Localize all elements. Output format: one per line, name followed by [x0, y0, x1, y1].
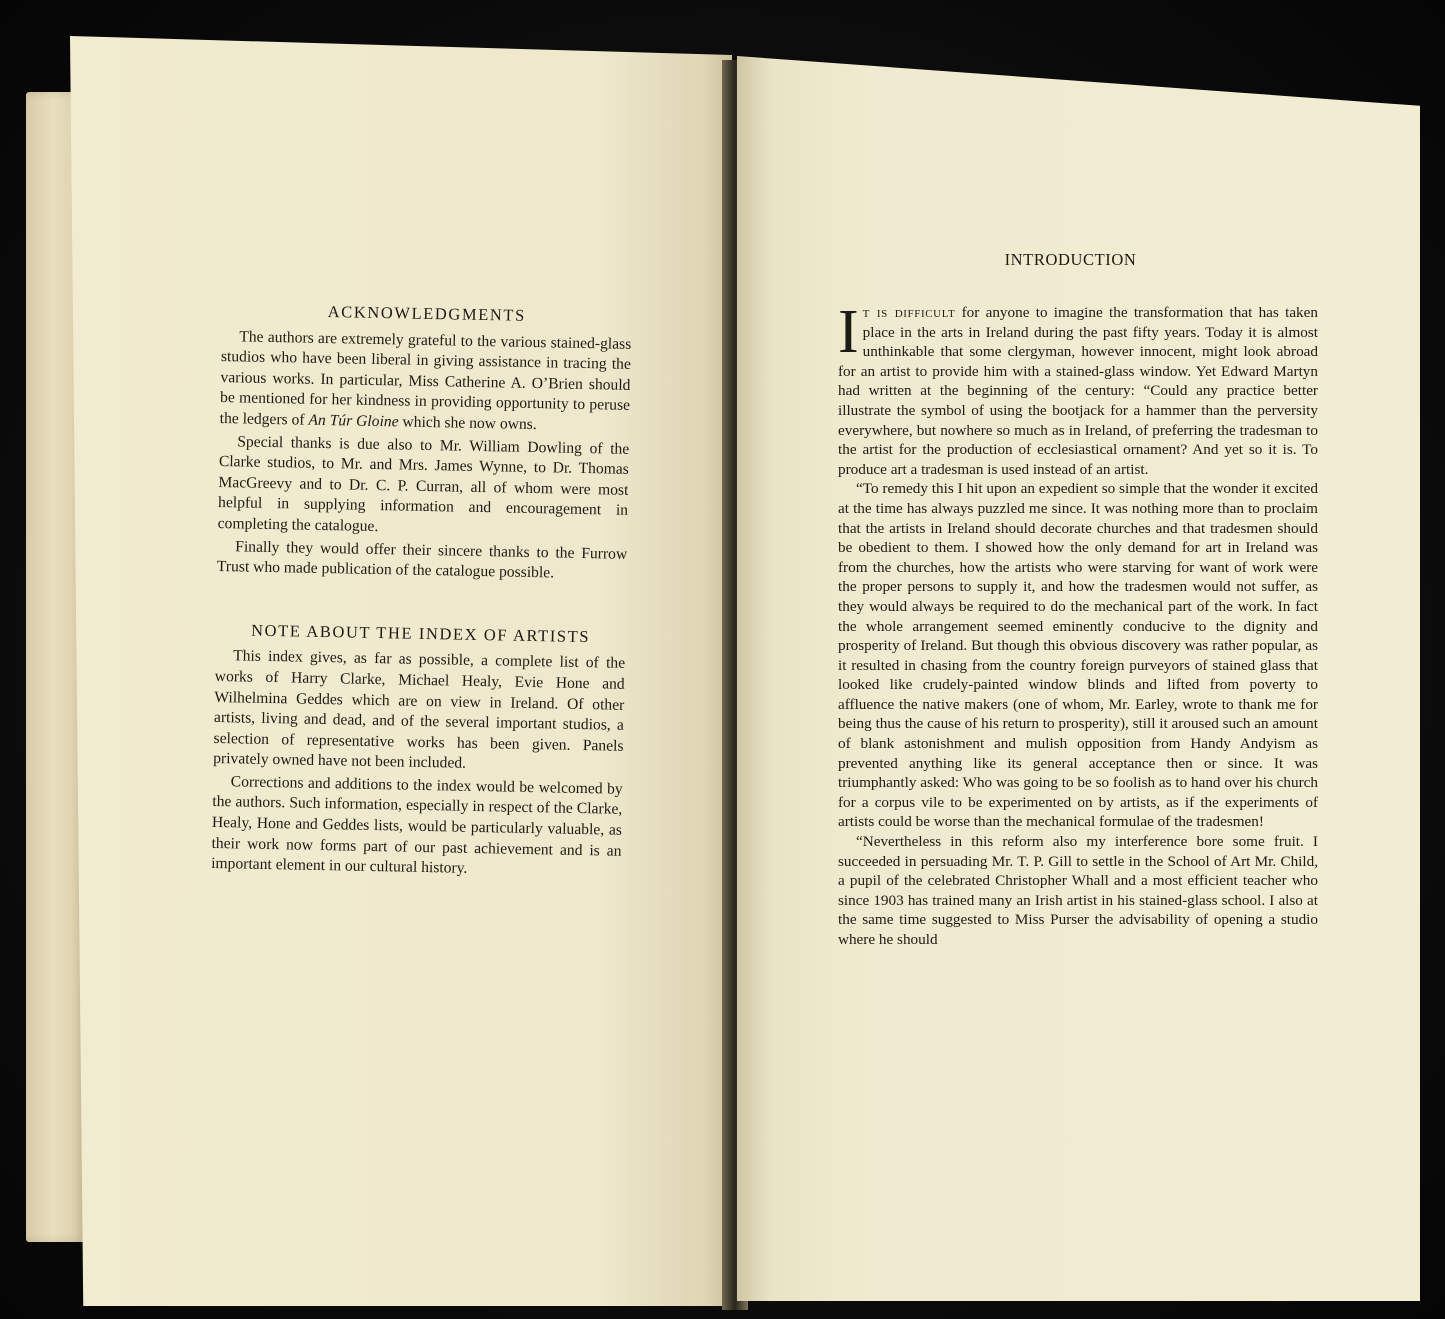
acknowledgments-paragraph-2: Special thanks is due also to Mr. William Dowling of the Clarke studios, to Mr. and Mrs. James Wynne, to Dr. Thomas MacGreevy and to Dr. C. P. Curran, all of whom were most helpful in supplying information and encouragement in completing the catalogue.: [217, 432, 630, 535]
acknowledgments-paragraph-3: Finally they would offer their sincere thanks to the Furrow Trust who made publication of the catalogue possible.: [216, 537, 628, 582]
acknowledgments-paragraph-1-end: which she now owns.: [398, 413, 537, 434]
introduction-paragraph-2: “To remedy this I hit upon an expedient so simple that the wonder it excited at the time has always puzzled me since. It was nothing more than to proclaim that the artists in Ireland should decorate churches and that tradesmen should be obedient to them. I showed how the only demand for art in Ireland was from the churches, how the artists who were starving for want of work were the proper persons to supply it, and how the tradesmen would not suffer, as they would always be required to do the mechanical part of the work. In fact the whole arrangement seemed eminently conducive to the dignity and prosperity of Ireland. But though this obvious discovery was rather popular, as it resulted in chasing from the country foreign purveyors of stained glass that looked like crudely-painted window blinds and lifted from poverty to affluence the native makers (one of whom, Mr. Earley, wrote to thank me for being thus the cause of his return to prosperity), still it aroused such an amount of blank astonishment and mulish opposition from Handy Andyism as prevented anything like its general acceptance then or since. It was triumphantly asked: Who was going to be so foolish as to hand over his church for a corpus vile to be experimented on by artists, as if the experiments of artists could be worse than the mechanical formulae of the tradesmen!: [838, 480, 1318, 831]
italic-title: An Túr Gloine: [308, 411, 399, 431]
small-caps-lead: t is difficult: [862, 304, 956, 321]
note-heading: NOTE ABOUT THE INDEX OF ARTISTS: [250, 620, 591, 646]
right-page-content: [838, 298, 1318, 950]
acknowledgments-paragraph-1: [220, 327, 632, 438]
note-paragraph-1: This index gives, as far as possible, a complete list of the works of Harry Clarke, Michael Healy, Evie Hone and Wilhelmina Geddes which are on view in Ireland. Of other artists, living and dead, and of the several important studios, a selection of representative works has been given. Panels privately owned have not been included.: [213, 647, 626, 773]
introduction-heading: INTRODUCTION: [1004, 250, 1137, 269]
introduction-paragraph-3: “Nevertheless in this reform also my interference bore some fruit. I succeeded in persuading Mr. T. P. Gill to settle in the School of Art Mr. Child, a pupil of the celebrated Christopher Whall and a most efficient teacher who since 1903 has trained many an Irish artist in his stained-glass school. I also at the same time suggested to Miss Purser the advisability of opening a studio where he should: [838, 833, 1318, 948]
introduction-paragraph-1-text: for anyone to imagine the transformation that has taken place in the arts in Ireland during the past fifty years. Today it is almost unthinkable that some clergyman, however innocent, might look abroad for an artist to provide him with a stained-glass window. Yet Edward Martyn had written at the beginning of the century: “Could any practice better illustrate the symbol of using the bootjack for a hammer than the perversity everywhere, but nowhere so much as in Ireland, of preferring the tradesman to the artist for the production of ecclesiastical ornament? And yet so it is. To produce art a tradesman is used instead of an artist.: [838, 304, 1318, 478]
acknowledgments-heading: ACKNOWLEDGMENTS: [327, 302, 527, 325]
introduction-paragraph-1: [838, 298, 1318, 479]
note-paragraph-2: Corrections and additions to the index would be welcomed by the authors. Such information, especially in respect of the Clarke, Healy, Hone and Geddes lists, would be particularly valuable, as their work now forms part of our past achievement and is an important element in our cultural history.: [211, 773, 623, 878]
acknowledgments-paragraph-1-text: The authors are extremely grateful to the various stained-glass studios who have been liberal in giving assistance in tracing the various works. In particular, Miss Catherine A. O’Brien should be mentioned for her kindness in providing opportunity to peruse the ledgers of: [219, 327, 632, 429]
left-page-content: [211, 300, 632, 885]
drop-cap: I: [838, 298, 859, 366]
